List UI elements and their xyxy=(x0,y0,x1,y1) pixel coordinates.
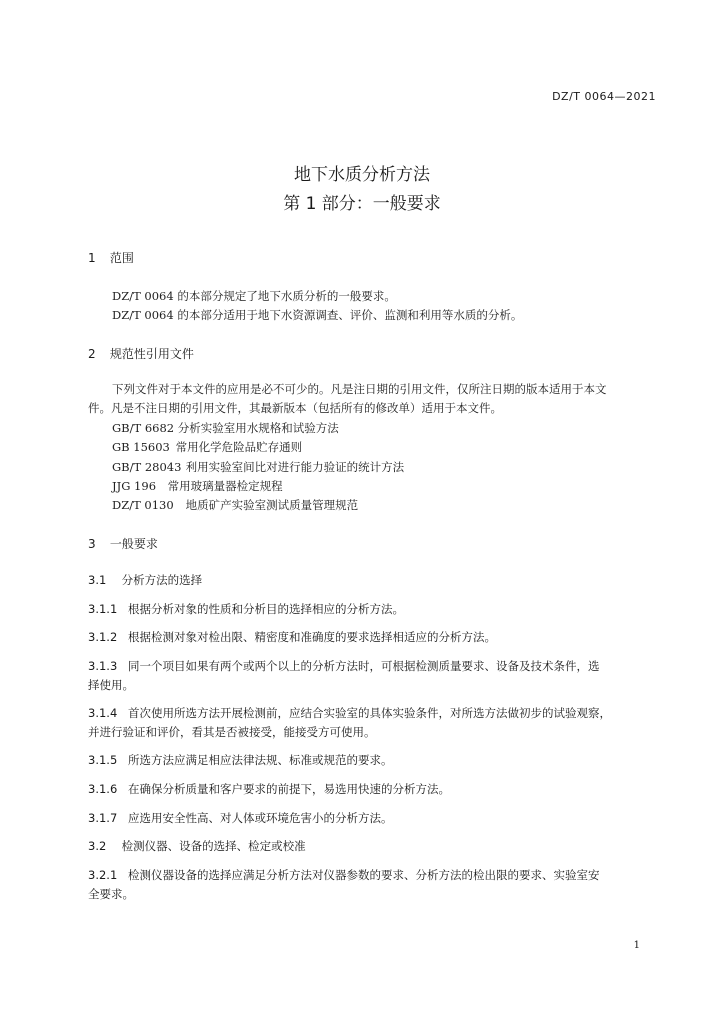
clause-number: 3.1.7 xyxy=(88,811,118,825)
reference-code: DZ/T 0130 xyxy=(112,498,174,512)
reference-item xyxy=(112,497,358,513)
section-title: 范围 xyxy=(109,251,134,265)
clause-continuation: 全要求。 xyxy=(88,887,134,901)
subsection-title: 检测仪器、设备的选择、检定或校准 xyxy=(121,839,306,853)
clause-text: 所选方法应满足相应法律法规、标准或规范的要求。 xyxy=(128,753,393,767)
standard-number: DZ/T 0064—2021 xyxy=(552,90,656,103)
paragraph: DZ/T 0064 的本部分适用于地下水资源调查、评价、监测和利用等水质的分析。 xyxy=(112,308,523,322)
clause-number: 3.1.4 xyxy=(88,706,118,720)
subsection-heading-3-2 xyxy=(88,838,306,854)
section-heading-1 xyxy=(88,249,134,266)
clause-number: 3.1.3 xyxy=(88,659,118,673)
reference-title: 常用化学危险品贮存通则 xyxy=(175,440,303,454)
subsection-title: 分析方法的选择 xyxy=(121,573,203,587)
clause-continuation: 择使用。 xyxy=(88,678,134,692)
clause-text: 根据分析对象的性质和分析目的选择相应的分析方法。 xyxy=(128,602,404,616)
clause-3-1-7 xyxy=(88,810,393,826)
reference-code: JJG 196 xyxy=(112,479,157,493)
reference-title: 分析实验室用水规格和试验方法 xyxy=(177,421,339,435)
reference-title: 地质矿产实验室测试质量管理规范 xyxy=(185,498,359,512)
document-subtitle: 第 1 部分：一般要求 xyxy=(283,194,441,214)
clause-3-1-5 xyxy=(88,752,393,768)
clause-3-1-4 xyxy=(88,705,611,721)
reference-item xyxy=(112,459,404,475)
reference-title: 利用实验室间比对进行能力验证的统计方法 xyxy=(185,460,405,474)
clause-3-1-6 xyxy=(88,781,450,797)
section-heading-2 xyxy=(88,345,194,362)
clause-continuation: 并进行验证和评价，看其是否被接受，能接受方可使用。 xyxy=(88,725,376,739)
reference-item xyxy=(112,420,339,436)
clause-number: 3.1.6 xyxy=(88,782,118,796)
clause-text: 检测仪器设备的选择应满足分析方法对仪器参数的要求、分析方法的检出限的要求、实验室安 xyxy=(128,868,600,882)
clause-3-1-3 xyxy=(88,658,600,674)
page-number: 1 xyxy=(633,940,640,951)
clause-number: 3.1.1 xyxy=(88,602,118,616)
subsection-number: 3.2 xyxy=(88,839,107,853)
reference-title: 常用玻璃量器检定规程 xyxy=(167,479,283,493)
reference-code: GB/T 6682 xyxy=(112,421,175,435)
clause-text: 在确保分析质量和客户要求的前提下，易选用快速的分析方法。 xyxy=(128,782,450,796)
paragraph: DZ/T 0064 的本部分规定了地下水质分析的一般要求。 xyxy=(112,289,396,303)
section-title: 一般要求 xyxy=(109,537,158,551)
clause-text: 首次使用所选方法开展检测前，应结合实验室的具体实验条件，对所选方法做初步的试验观察， xyxy=(128,706,611,720)
section-heading-3 xyxy=(88,535,158,552)
subsection-number: 3.1 xyxy=(88,573,107,587)
document-title: 地下水质分析方法 xyxy=(294,165,430,185)
section-title: 规范性引用文件 xyxy=(109,347,194,361)
clause-3-2-1 xyxy=(88,867,600,883)
paragraph-continuation: 件。凡是不注日期的引用文件，其最新版本（包括所有的修改单）适用于本文件。 xyxy=(88,401,502,415)
clause-3-1-2 xyxy=(88,629,496,645)
reference-code: GB/T 28043 xyxy=(112,460,182,474)
reference-item xyxy=(112,439,302,455)
paragraph: 下列文件对于本文件的应用是必不可少的。凡是注日期的引用文件，仅所注日期的版本适用于本文 xyxy=(112,382,607,396)
clause-text: 同一个项目如果有两个或两个以上的分析方法时，可根据检测质量要求、设备及技术条件，选 xyxy=(128,659,600,673)
section-number: 2 xyxy=(88,347,96,361)
clause-number: 3.1.5 xyxy=(88,753,118,767)
reference-item xyxy=(112,478,283,494)
clause-number: 3.2.1 xyxy=(88,868,118,882)
clause-text: 应选用安全性高、对人体或环境危害小的分析方法。 xyxy=(128,811,393,825)
section-number: 3 xyxy=(88,537,96,551)
clause-number: 3.1.2 xyxy=(88,630,118,644)
section-number: 1 xyxy=(88,251,96,265)
subsection-heading-3-1 xyxy=(88,572,202,588)
reference-code: GB 15603 xyxy=(112,440,170,454)
clause-text: 根据检测对象对检出限、精密度和准确度的要求选择相适应的分析方法。 xyxy=(128,630,496,644)
clause-3-1-1 xyxy=(88,601,404,617)
